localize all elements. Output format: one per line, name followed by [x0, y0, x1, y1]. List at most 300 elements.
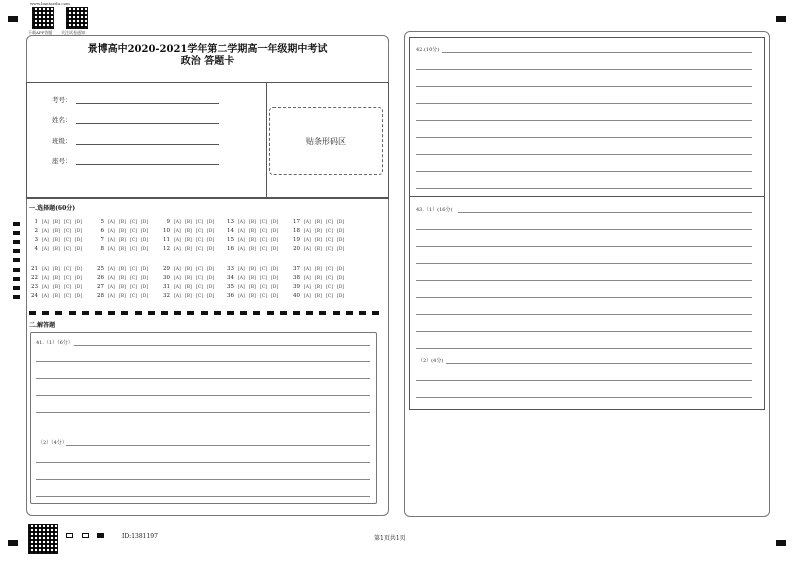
- choice-bubble[interactable]: [C]: [130, 247, 137, 252]
- timing-mark: [280, 311, 287, 315]
- choice-bubble[interactable]: [C]: [64, 238, 71, 243]
- question-number: 36: [227, 293, 234, 299]
- choice-bubble[interactable]: [A]: [238, 229, 245, 234]
- choice-bubble[interactable]: [A]: [174, 267, 181, 272]
- qr2-caption: 关注试卷通知: [61, 30, 85, 35]
- choice-bubble[interactable]: [D]: [337, 285, 345, 290]
- answer-line[interactable]: [416, 137, 752, 138]
- choice-bubble[interactable]: [A]: [304, 267, 311, 272]
- answer-line[interactable]: [416, 263, 752, 264]
- choice-bubble[interactable]: [B]: [53, 285, 60, 290]
- timing-mark: [161, 311, 168, 315]
- choice-bubble[interactable]: [B]: [185, 238, 192, 243]
- choice-bubble[interactable]: [A]: [304, 294, 311, 299]
- choice-bubble[interactable]: [B]: [249, 229, 256, 234]
- choice-bubble[interactable]: [A]: [108, 294, 115, 299]
- answer-line[interactable]: [66, 445, 370, 446]
- choice-bubble[interactable]: [B]: [185, 267, 192, 272]
- choice-bubble[interactable]: [C]: [196, 247, 203, 252]
- choice-bubble[interactable]: [C]: [260, 285, 267, 290]
- choice-bubble[interactable]: [C]: [260, 229, 267, 234]
- choice-bubble[interactable]: [D]: [75, 229, 83, 234]
- choice-bubble[interactable]: [C]: [64, 220, 71, 225]
- choice-bubble[interactable]: [B]: [119, 229, 126, 234]
- choice-bubble[interactable]: [C]: [196, 267, 203, 272]
- seat-label: 座号：: [52, 157, 72, 165]
- choice-bubble[interactable]: [A]: [174, 294, 181, 299]
- choice-bubble[interactable]: [D]: [337, 276, 345, 281]
- choice-bubble[interactable]: [A]: [108, 285, 115, 290]
- answer-line[interactable]: [458, 212, 752, 213]
- question-number: 19: [293, 237, 300, 243]
- timing-mark: [82, 311, 89, 315]
- answer-line[interactable]: [416, 280, 752, 281]
- timing-mark: [214, 311, 221, 315]
- timing-mark: [13, 231, 20, 235]
- choice-bubble[interactable]: [D]: [75, 247, 83, 252]
- choice-bubble[interactable]: [D]: [75, 294, 83, 299]
- answer-line[interactable]: [36, 361, 370, 362]
- choice-bubble[interactable]: [B]: [315, 229, 322, 234]
- question-number: 20: [293, 246, 300, 252]
- q42-label: 42.(10分): [416, 47, 440, 53]
- timing-mark: [13, 240, 20, 244]
- choice-bubble[interactable]: [C]: [64, 294, 71, 299]
- qr1-caption: 下载APP答题: [28, 30, 53, 35]
- choice-bubble[interactable]: [C]: [326, 238, 333, 243]
- choice-bubble[interactable]: [A]: [108, 267, 115, 272]
- choice-bubble[interactable]: [C]: [64, 285, 71, 290]
- choice-bubble[interactable]: [C]: [326, 267, 333, 272]
- timing-mark: [42, 311, 49, 315]
- choice-bubble[interactable]: [B]: [315, 220, 322, 225]
- answer-line[interactable]: [36, 496, 370, 497]
- timing-mark: [174, 311, 181, 315]
- choice-bubble[interactable]: [B]: [53, 267, 60, 272]
- timing-mark: [13, 258, 20, 262]
- question-number: 8: [100, 246, 104, 252]
- choice-bubble[interactable]: [C]: [196, 285, 203, 290]
- question-number: 26: [97, 275, 104, 281]
- question-number: 3: [34, 237, 38, 243]
- choice-bubble[interactable]: [C]: [260, 247, 267, 252]
- choice-bubble[interactable]: [D]: [271, 220, 279, 225]
- answer-line[interactable]: [416, 314, 752, 315]
- choice-bubble[interactable]: [B]: [53, 247, 60, 252]
- choice-bubble[interactable]: [A]: [108, 247, 115, 252]
- choice-bubble[interactable]: [A]: [238, 285, 245, 290]
- site-url: www.bantaedu.com: [30, 1, 70, 6]
- footer-qr-code: [28, 524, 58, 554]
- answer-line[interactable]: [416, 103, 752, 104]
- timing-mark: [13, 268, 20, 272]
- timing-mark: [29, 311, 36, 315]
- timing-mark: [346, 311, 353, 315]
- footer-square: [66, 533, 73, 538]
- choice-bubble[interactable]: [C]: [196, 294, 203, 299]
- choice-bubble[interactable]: [C]: [326, 294, 333, 299]
- exam-number-label: 考号：: [52, 96, 72, 104]
- answer-line[interactable]: [36, 378, 370, 379]
- timing-mark: [13, 286, 20, 290]
- choice-bubble[interactable]: [B]: [249, 220, 256, 225]
- choice-bubble[interactable]: [A]: [42, 285, 49, 290]
- question-number: 7: [100, 237, 104, 243]
- choice-bubble[interactable]: [A]: [174, 247, 181, 252]
- timing-mark: [319, 311, 326, 315]
- choice-bubble[interactable]: [D]: [141, 294, 149, 299]
- page-number: 第1页共1页: [374, 535, 406, 542]
- choice-bubble[interactable]: [B]: [53, 229, 60, 234]
- timing-mark: [55, 311, 62, 315]
- choice-bubble[interactable]: [C]: [326, 229, 333, 234]
- question-number: 24: [31, 293, 38, 299]
- barcode-area: 贴条形码区: [269, 107, 383, 175]
- choice-bubble[interactable]: [A]: [238, 220, 245, 225]
- q42-answer-box: [409, 37, 765, 197]
- choice-bubble[interactable]: [C]: [260, 238, 267, 243]
- choice-bubble[interactable]: [B]: [53, 220, 60, 225]
- question-number: 9: [166, 219, 170, 225]
- choice-bubble[interactable]: [B]: [119, 247, 126, 252]
- choice-bubble[interactable]: [D]: [337, 294, 345, 299]
- answer-line[interactable]: [36, 395, 370, 396]
- choice-bubble[interactable]: [A]: [304, 229, 311, 234]
- choice-bubble[interactable]: [C]: [130, 238, 137, 243]
- choice-bubble[interactable]: [A]: [108, 220, 115, 225]
- answer-line[interactable]: [416, 86, 752, 87]
- timing-mark: [201, 311, 208, 315]
- choice-bubble[interactable]: [B]: [185, 294, 192, 299]
- question-number: 2: [34, 228, 38, 234]
- timing-mark: [13, 295, 20, 299]
- choice-bubble[interactable]: [B]: [315, 238, 322, 243]
- choice-bubble[interactable]: [B]: [315, 276, 322, 281]
- choice-bubble[interactable]: [A]: [108, 276, 115, 281]
- choice-bubble[interactable]: [C]: [130, 294, 137, 299]
- question-number: 31: [163, 284, 170, 290]
- choice-bubble[interactable]: [B]: [185, 220, 192, 225]
- question-number: 5: [100, 219, 104, 225]
- choice-bubble[interactable]: [A]: [42, 238, 49, 243]
- timing-mark: [372, 311, 379, 315]
- choice-bubble[interactable]: [D]: [141, 285, 149, 290]
- choice-bubble[interactable]: [B]: [249, 267, 256, 272]
- timing-mark: [121, 311, 128, 315]
- timing-mark: [293, 311, 300, 315]
- answer-line[interactable]: [36, 462, 370, 463]
- answer-line[interactable]: [416, 348, 752, 349]
- question-number: 40: [293, 293, 300, 299]
- choice-bubble[interactable]: [C]: [130, 220, 137, 225]
- choice-bubble[interactable]: [D]: [207, 267, 215, 272]
- choice-bubble[interactable]: [D]: [337, 247, 345, 252]
- choice-bubble[interactable]: [C]: [196, 229, 203, 234]
- choice-bubble[interactable]: [B]: [53, 276, 60, 281]
- choice-bubble[interactable]: [D]: [207, 229, 215, 234]
- choice-bubble[interactable]: [D]: [207, 285, 215, 290]
- question-number: 35: [227, 284, 234, 290]
- choice-bubble[interactable]: [B]: [119, 285, 126, 290]
- choice-bubble[interactable]: [A]: [304, 285, 311, 290]
- choice-bubble[interactable]: [C]: [130, 276, 137, 281]
- choice-bubble[interactable]: [D]: [207, 294, 215, 299]
- choice-bubble[interactable]: [C]: [64, 276, 71, 281]
- name-field[interactable]: [76, 123, 219, 124]
- choice-bubble[interactable]: [B]: [185, 247, 192, 252]
- choice-bubble[interactable]: [B]: [249, 247, 256, 252]
- choice-bubble[interactable]: [D]: [271, 238, 279, 243]
- question-number: 14: [227, 228, 234, 234]
- choice-bubble[interactable]: [B]: [53, 294, 60, 299]
- question-number: 1: [34, 219, 38, 225]
- choice-bubble[interactable]: [D]: [337, 229, 345, 234]
- answer-line[interactable]: [416, 229, 752, 230]
- answer-line[interactable]: [446, 363, 752, 364]
- timing-mark: [95, 311, 102, 315]
- choice-bubble[interactable]: [D]: [75, 238, 83, 243]
- choice-bubble[interactable]: [C]: [326, 285, 333, 290]
- footer-square: [82, 533, 89, 538]
- card-id: ID:1381197: [122, 533, 158, 540]
- question-number: 27: [97, 284, 104, 290]
- choice-bubble[interactable]: [A]: [238, 294, 245, 299]
- choice-bubble[interactable]: [B]: [119, 294, 126, 299]
- answer-line[interactable]: [416, 171, 752, 172]
- choice-bubble[interactable]: [B]: [119, 267, 126, 272]
- question-number: 22: [31, 275, 38, 281]
- choice-bubble[interactable]: [C]: [196, 220, 203, 225]
- question-number: 21: [31, 266, 38, 272]
- answer-line[interactable]: [416, 154, 752, 155]
- choice-bubble[interactable]: [D]: [141, 247, 149, 252]
- choice-bubble[interactable]: [D]: [271, 276, 279, 281]
- answer-line[interactable]: [442, 52, 752, 53]
- question-number: 29: [163, 266, 170, 272]
- choice-bubble[interactable]: [D]: [337, 220, 345, 225]
- corner-marker: [8, 16, 18, 22]
- answer-line[interactable]: [74, 345, 370, 346]
- choice-bubble[interactable]: [C]: [64, 267, 71, 272]
- choice-bubble[interactable]: [D]: [271, 229, 279, 234]
- choice-bubble[interactable]: [D]: [75, 220, 83, 225]
- question-number: 15: [227, 237, 234, 243]
- notice-qr-code[interactable]: [66, 7, 88, 29]
- question-number: 4: [34, 246, 38, 252]
- timing-mark: [253, 311, 260, 315]
- choice-bubble[interactable]: [C]: [260, 220, 267, 225]
- question-number: 25: [97, 266, 104, 272]
- question-number: 33: [227, 266, 234, 272]
- choice-bubble[interactable]: [B]: [53, 238, 60, 243]
- choice-bubble[interactable]: [B]: [249, 294, 256, 299]
- question-number: 17: [293, 219, 300, 225]
- choice-bubble[interactable]: [C]: [260, 276, 267, 281]
- choice-bubble[interactable]: [D]: [207, 238, 215, 243]
- choice-bubble[interactable]: [D]: [337, 267, 345, 272]
- choice-bubble[interactable]: [D]: [207, 247, 215, 252]
- choice-bubble[interactable]: [D]: [75, 285, 83, 290]
- timing-mark: [13, 222, 20, 226]
- choice-bubble[interactable]: [C]: [326, 276, 333, 281]
- exam-subtitle: 政治 答题卡: [180, 56, 235, 67]
- choice-bubble[interactable]: [A]: [238, 238, 245, 243]
- choice-bubble[interactable]: [D]: [271, 247, 279, 252]
- choice-bubble[interactable]: [A]: [238, 267, 245, 272]
- timing-mark: [267, 311, 274, 315]
- question-number: 30: [163, 275, 170, 281]
- question-number: 13: [227, 219, 234, 225]
- choice-bubble[interactable]: [C]: [64, 247, 71, 252]
- choice-bubble[interactable]: [B]: [119, 220, 126, 225]
- question-number: 16: [227, 246, 234, 252]
- choice-bubble[interactable]: [A]: [174, 285, 181, 290]
- timing-mark: [240, 311, 247, 315]
- choice-bubble[interactable]: [D]: [141, 220, 149, 225]
- choice-bubble[interactable]: [A]: [238, 276, 245, 281]
- choice-bubble[interactable]: [D]: [207, 220, 215, 225]
- choice-bubble[interactable]: [A]: [174, 276, 181, 281]
- choice-bubble[interactable]: [A]: [174, 220, 181, 225]
- question-number: 10: [163, 228, 170, 234]
- class-field[interactable]: [76, 144, 219, 145]
- choice-bubble[interactable]: [B]: [315, 294, 322, 299]
- timing-mark: [306, 311, 313, 315]
- corner-marker: [776, 16, 786, 22]
- q43-part2-label: （2）(4分): [418, 358, 444, 364]
- exam-title: 景博高中2020-2021学年第二学期高一年级期中考试: [87, 44, 328, 55]
- choice-bubble[interactable]: [C]: [130, 267, 137, 272]
- corner-marker: [8, 540, 18, 546]
- choice-bubble[interactable]: [B]: [185, 285, 192, 290]
- choice-bubble[interactable]: [D]: [271, 294, 279, 299]
- answer-line[interactable]: [36, 412, 370, 413]
- timing-mark: [148, 311, 155, 315]
- choice-bubble[interactable]: [B]: [315, 285, 322, 290]
- question-number: 28: [97, 293, 104, 299]
- timing-mark: [359, 311, 366, 315]
- seat-field[interactable]: [76, 164, 219, 165]
- question-number: 11: [163, 237, 170, 243]
- choice-bubble[interactable]: [A]: [42, 267, 49, 272]
- choice-bubble[interactable]: [C]: [326, 247, 333, 252]
- choice-bubble[interactable]: [A]: [174, 229, 181, 234]
- choice-bubble[interactable]: [A]: [42, 276, 49, 281]
- answer-line[interactable]: [416, 188, 752, 189]
- timing-mark: [108, 311, 115, 315]
- question-number: 37: [293, 266, 300, 272]
- choice-bubble[interactable]: [C]: [196, 276, 203, 281]
- choice-bubble[interactable]: [A]: [42, 294, 49, 299]
- choice-bubble[interactable]: [B]: [249, 238, 256, 243]
- choice-bubble[interactable]: [A]: [42, 220, 49, 225]
- choice-bubble[interactable]: [A]: [108, 229, 115, 234]
- choice-bubble[interactable]: [A]: [42, 229, 49, 234]
- answer-line[interactable]: [416, 297, 752, 298]
- answer-line[interactable]: [36, 479, 370, 480]
- choice-bubble[interactable]: [D]: [141, 267, 149, 272]
- class-label: 班级：: [52, 137, 72, 145]
- timing-mark: [13, 277, 20, 281]
- answer-line[interactable]: [416, 69, 752, 70]
- choice-bubble[interactable]: [D]: [141, 229, 149, 234]
- choice-bubble[interactable]: [C]: [196, 238, 203, 243]
- choice-bubble[interactable]: [B]: [119, 238, 126, 243]
- choice-bubble[interactable]: [C]: [130, 229, 137, 234]
- question-number: 38: [293, 275, 300, 281]
- choice-bubble[interactable]: [B]: [249, 276, 256, 281]
- timing-mark: [135, 311, 142, 315]
- choice-bubble[interactable]: [D]: [337, 238, 345, 243]
- answer-line[interactable]: [416, 397, 752, 398]
- app-qr-code[interactable]: [32, 7, 54, 29]
- choice-bubble[interactable]: [C]: [64, 229, 71, 234]
- choice-bubble[interactable]: [D]: [207, 276, 215, 281]
- choice-bubble[interactable]: [A]: [304, 247, 311, 252]
- choice-bubble[interactable]: [D]: [271, 285, 279, 290]
- choice-bubble[interactable]: [B]: [249, 285, 256, 290]
- choice-bubble[interactable]: [C]: [326, 220, 333, 225]
- question-number: 23: [31, 284, 38, 290]
- q43-label: 43.（1）(16分): [416, 207, 453, 213]
- choice-bubble[interactable]: [B]: [119, 276, 126, 281]
- section1-title: 一.选择题(60分): [29, 205, 76, 212]
- section-divider: [26, 198, 389, 199]
- choice-bubble[interactable]: [A]: [108, 238, 115, 243]
- question-number: 32: [163, 293, 170, 299]
- question-number: 34: [227, 275, 234, 281]
- choice-bubble[interactable]: [A]: [304, 276, 311, 281]
- timing-mark: [187, 311, 194, 315]
- q41-label: 41.（1）（6分）: [36, 340, 73, 346]
- answer-line[interactable]: [416, 331, 752, 332]
- exam-number-field[interactable]: [76, 103, 219, 104]
- choice-bubble[interactable]: [A]: [304, 220, 311, 225]
- question-number: 12: [163, 246, 170, 252]
- section2-title: 二.解答题: [29, 322, 56, 329]
- choice-bubble[interactable]: [D]: [141, 276, 149, 281]
- name-label: 姓名：: [52, 116, 72, 124]
- answer-line[interactable]: [416, 120, 752, 121]
- timing-mark: [13, 249, 20, 253]
- timing-mark: [333, 311, 340, 315]
- choice-bubble[interactable]: [D]: [141, 238, 149, 243]
- choice-bubble[interactable]: [C]: [130, 285, 137, 290]
- choice-bubble[interactable]: [A]: [174, 238, 181, 243]
- footer-square: [97, 533, 104, 538]
- question-number: 18: [293, 228, 300, 234]
- choice-bubble[interactable]: [B]: [185, 276, 192, 281]
- choice-bubble[interactable]: [D]: [75, 267, 83, 272]
- answer-line[interactable]: [416, 380, 752, 381]
- choice-bubble[interactable]: [A]: [42, 247, 49, 252]
- choice-bubble[interactable]: [A]: [238, 247, 245, 252]
- corner-marker: [776, 540, 786, 546]
- choice-bubble[interactable]: [A]: [304, 238, 311, 243]
- choice-bubble[interactable]: [D]: [271, 267, 279, 272]
- answer-line[interactable]: [416, 246, 752, 247]
- question-number: 6: [100, 228, 104, 234]
- choice-bubble[interactable]: [D]: [75, 276, 83, 281]
- timing-mark: [227, 311, 234, 315]
- timing-mark: [69, 311, 76, 315]
- choice-bubble[interactable]: [C]: [260, 267, 267, 272]
- choice-bubble[interactable]: [C]: [260, 294, 267, 299]
- choice-bubble[interactable]: [B]: [185, 229, 192, 234]
- question-number: 39: [293, 284, 300, 290]
- choice-bubble[interactable]: [B]: [315, 247, 322, 252]
- choice-bubble[interactable]: [B]: [315, 267, 322, 272]
